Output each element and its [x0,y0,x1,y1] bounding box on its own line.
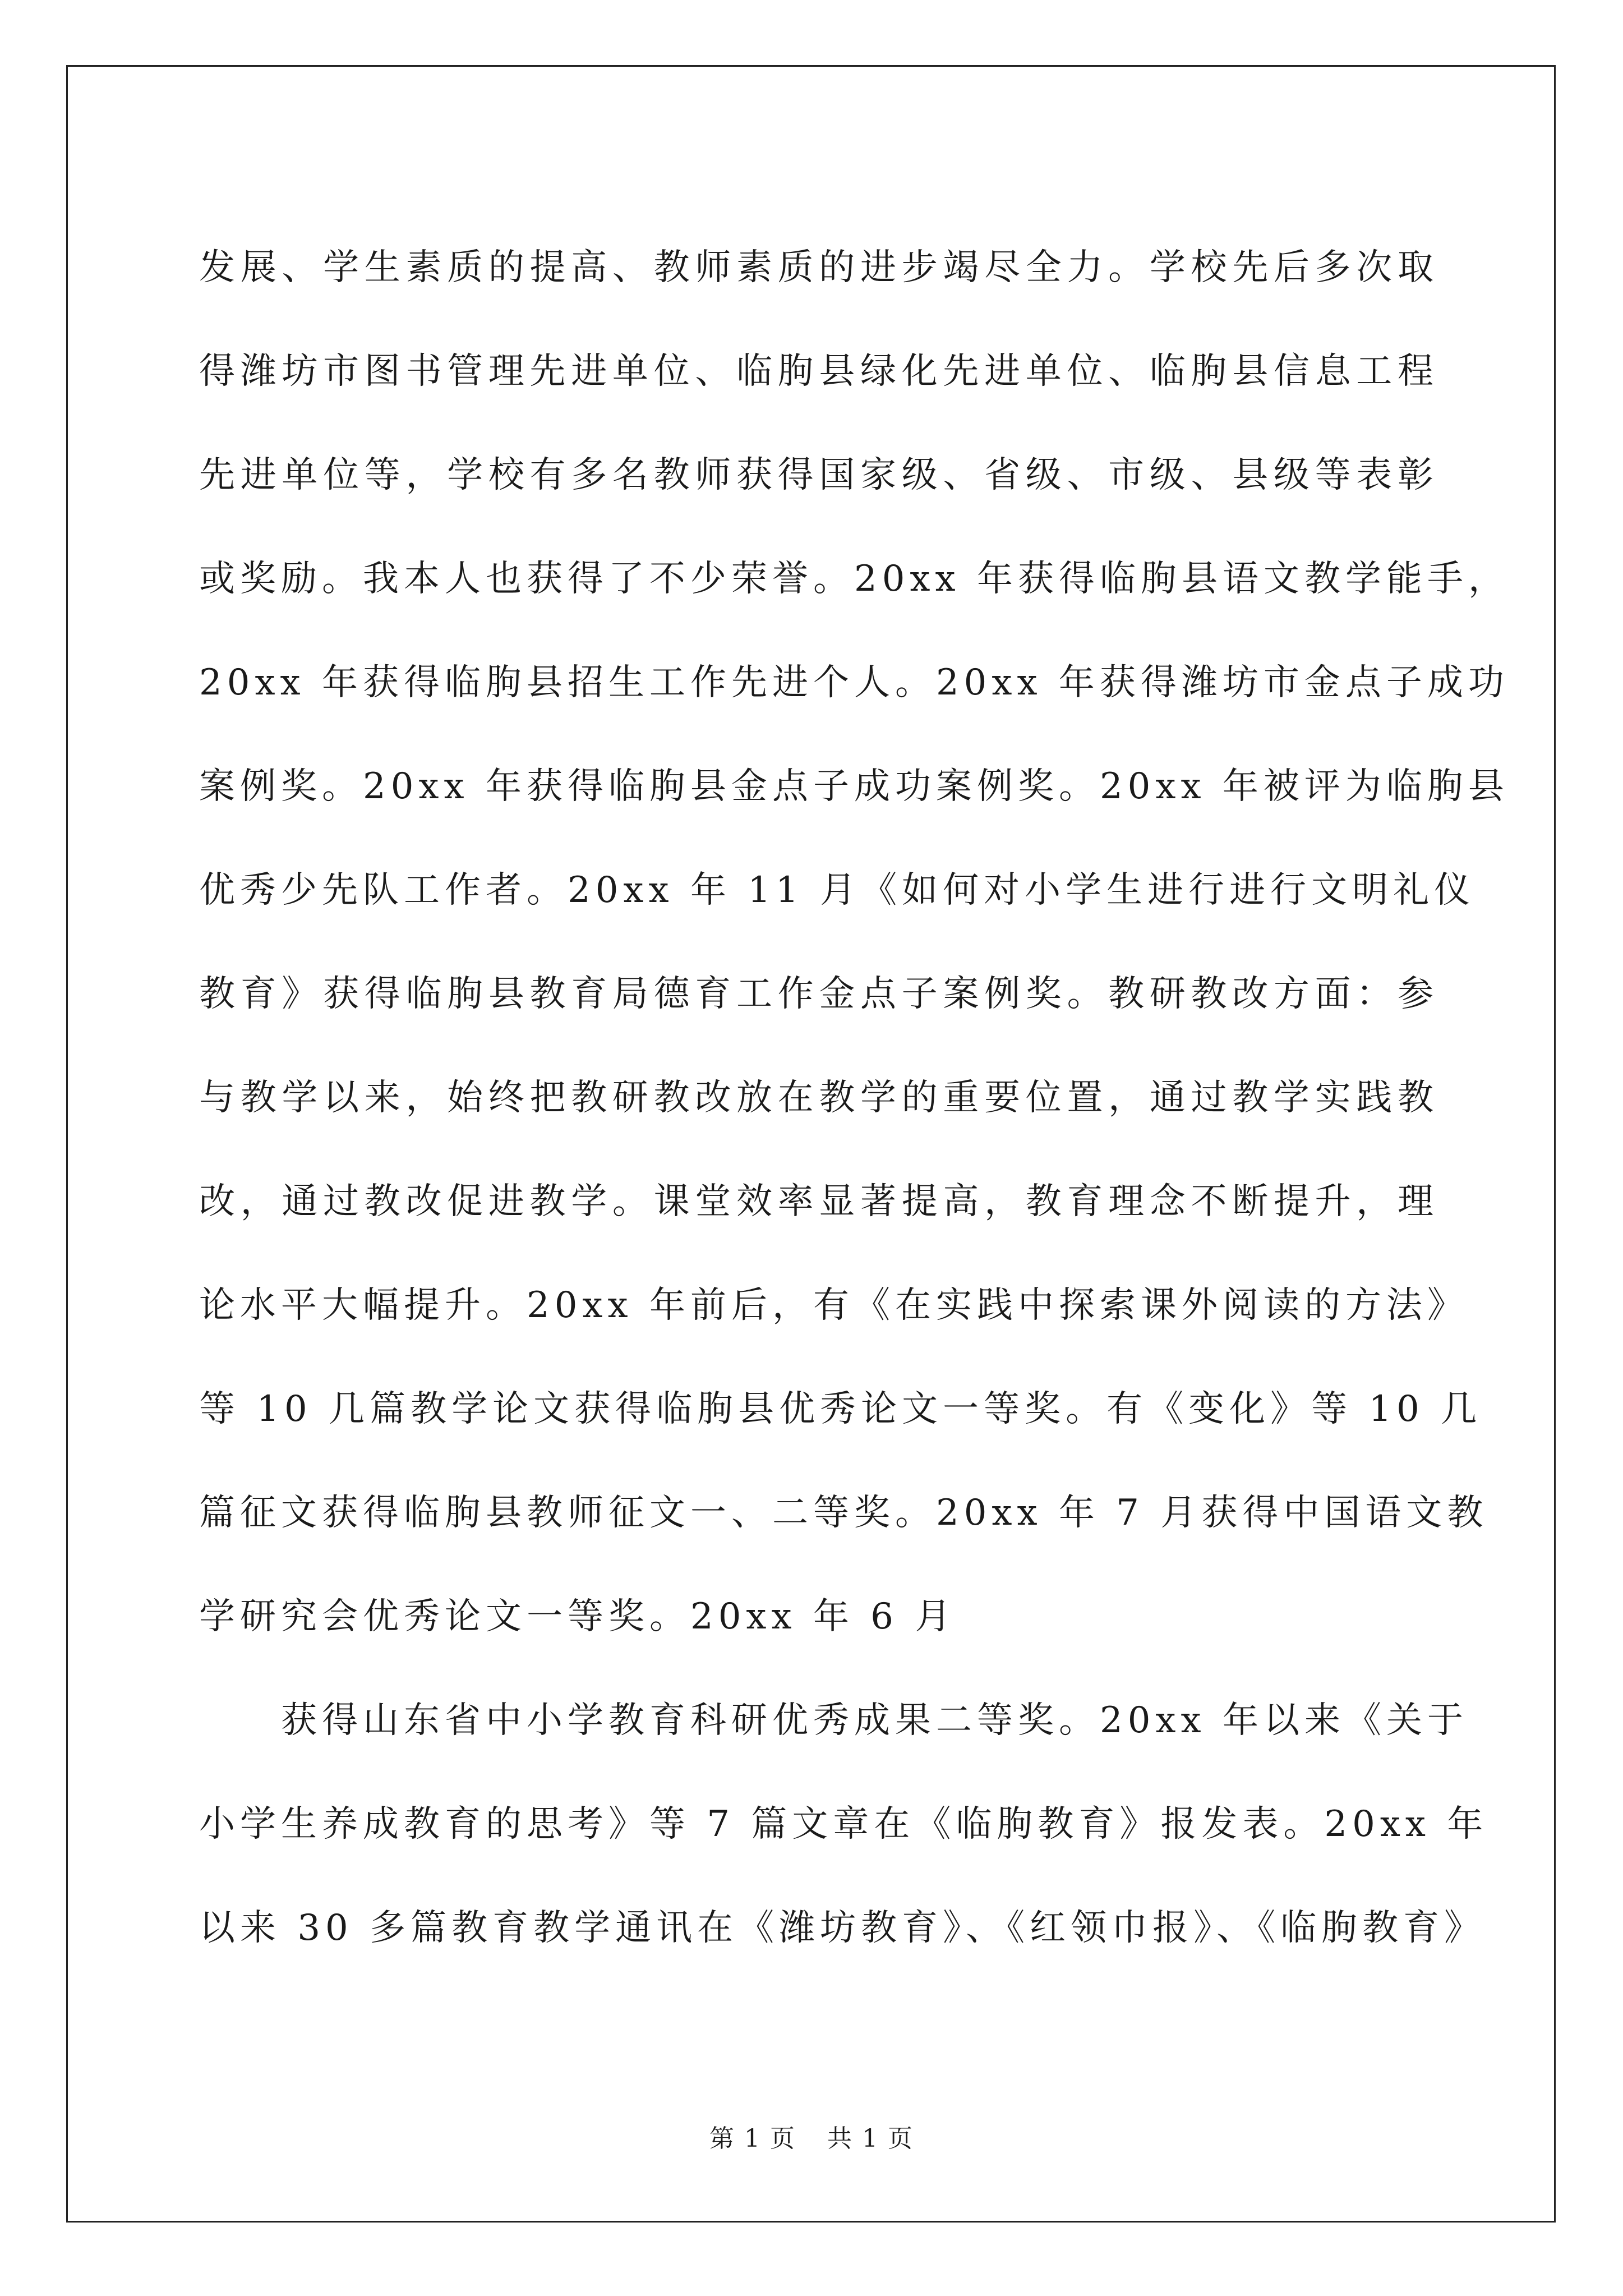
text-line: 等 10 几篇教学论文获得临朐县优秀论文一等奖。有《变化》等 10 几 [199,1388,1482,1430]
text-line: 改，通过教改促进教学。课堂效率显著提高，教育理念不断提升，理 [199,1181,1438,1222]
paragraph-1 [199,216,1509,1669]
text-line: 以来 30 多篇教育教学通讯在《潍坊教育》、《红领巾报》、《临朐教育》 [199,1907,1486,1949]
text-line: 案例奖。20xx 年获得临朐县金点子成功案例奖。20xx 年被评为临朐县 [199,766,1509,807]
text-line: 与教学以来，始终把教研教改放在教学的重要位置，通过教学实践教 [199,1077,1438,1119]
text-line: 教育》获得临朐县教育局德育工作金点子案例奖。教研教改方面：参 [199,973,1438,1015]
document-body [199,216,1509,1980]
text-line: 或奖励。我本人也获得了不少荣誉。20xx 年获得临朐县语文教学能手， [199,558,1509,600]
page-number: 第 1 页 [709,2124,796,2153]
text-line: 小学生养成教育的思考》等 7 篇文章在《临朐教育》报发表。20xx 年 [199,1803,1488,1845]
text-line: 20xx 年获得临朐县招生工作先进个人。20xx 年获得潍坊市金点子成功 [199,662,1509,703]
text-line: 先进单位等，学校有多名教师获得国家级、省级、市级、县级等表彰 [199,454,1438,496]
page-total: 共 1 页 [827,2124,914,2153]
text-line: 学研究会优秀论文一等奖。20xx 年 6 月 [199,1596,956,1637]
text-line: 篇征文获得临朐县教师征文一、二等奖。20xx 年 7 月获得中国语文教 [199,1492,1488,1534]
page-footer [0,2118,1623,2154]
paragraph-2 [199,1669,1488,1980]
text-line: 获得山东省中小学教育科研优秀成果二等奖。20xx 年以来《关于 [281,1700,1468,1741]
text-line: 得潍坊市图书管理先进单位、临朐县绿化先进单位、临朐县信息工程 [199,351,1438,392]
text-line: 优秀少先队工作者。20xx 年 11 月《如何对小学生进行进行文明礼仪 [199,869,1476,911]
text-line: 论水平大幅提升。20xx 年前后，有《在实践中探索课外阅读的方法》 [199,1285,1468,1326]
text-line: 发展、学生素质的提高、教师素质的进步竭尽全力。学校先后多次取 [199,247,1438,288]
